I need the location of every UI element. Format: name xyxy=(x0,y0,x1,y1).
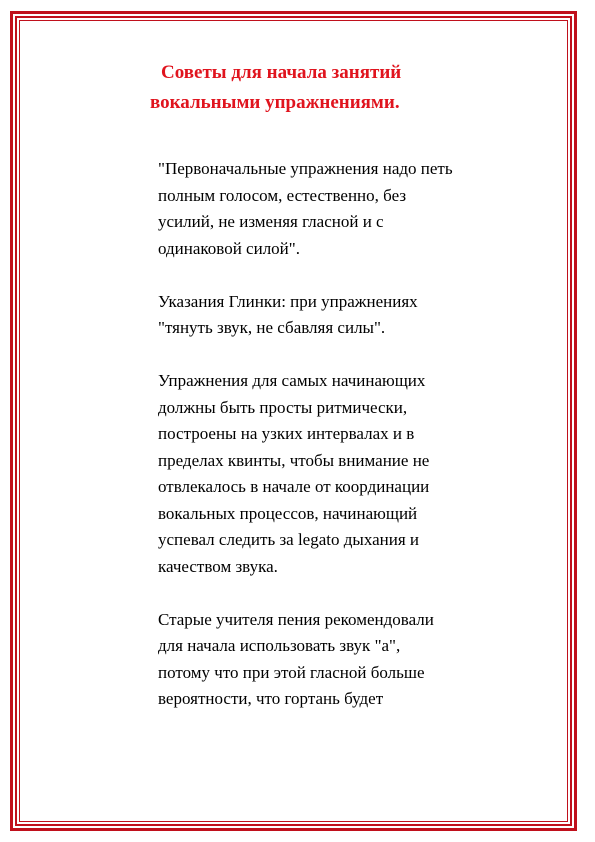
text-line: усилий, не изменяя гласной и с xyxy=(158,212,384,231)
title-line: вокальными упражнениями. xyxy=(150,92,400,113)
text-line: потому что при этой гласной больше xyxy=(158,662,425,682)
title-line: Советы для начала занятий xyxy=(161,62,402,83)
text-line: отвлекалось в начале от координации xyxy=(158,477,430,496)
text-line: вокальных процессов, начинающий xyxy=(158,503,418,523)
paragraph-4 xyxy=(158,607,518,713)
paragraph-3 xyxy=(158,368,518,580)
paragraph-1 xyxy=(158,156,518,262)
text-line: вероятности, что гортань будет xyxy=(158,689,384,708)
text-line: "Первоначальные упражнения надо петь xyxy=(158,159,453,178)
text-line: Старые учителя пения рекомендовали xyxy=(158,609,434,629)
text-line: должны быть просты ритмически, xyxy=(158,397,408,417)
document-body xyxy=(158,156,518,739)
document-title xyxy=(150,58,480,118)
text-line: для начала использовать звук "а", xyxy=(158,636,401,655)
text-line: Упражнения для самых начинающих xyxy=(158,371,426,390)
text-line: Указания Глинки: при упражнениях xyxy=(158,291,418,311)
text-line: "тянуть звук, не сбавляя силы". xyxy=(158,318,386,337)
text-line: одинаковой силой". xyxy=(158,238,300,258)
text-line: качеством звука. xyxy=(158,556,278,576)
text-line: построены на узких интервалах и в xyxy=(158,424,415,443)
text-line: успевал следить за legato дыхания и xyxy=(158,530,420,549)
paragraph-2 xyxy=(158,289,518,342)
text-line: пределах квинты, чтобы внимание не xyxy=(158,450,430,470)
text-line: полным голосом, естественно, без xyxy=(158,185,407,205)
